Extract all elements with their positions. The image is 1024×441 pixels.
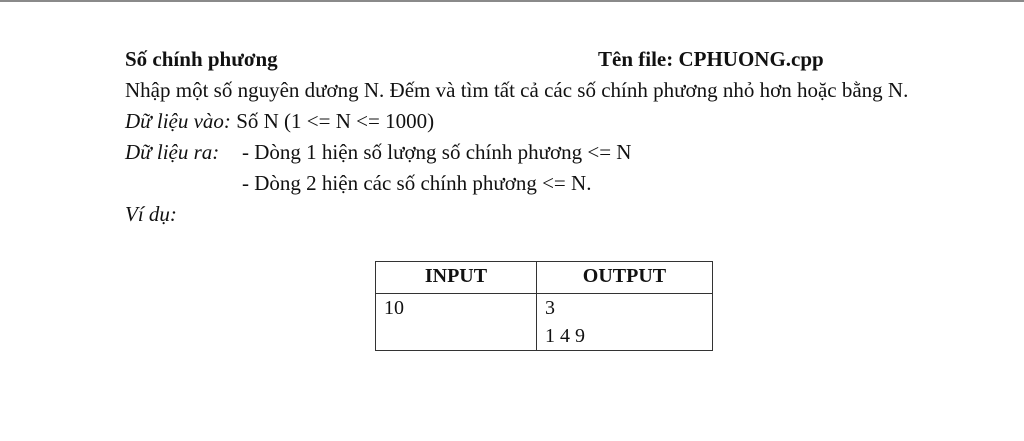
- header-output: OUTPUT: [536, 262, 712, 294]
- output-spec-continued: [125, 168, 985, 199]
- cell-input-value: 10: [376, 294, 537, 351]
- output-line-2: - Dòng 2 hiện các số chính phương <= N.: [242, 171, 592, 195]
- output-value-line-2: 1 4 9: [544, 325, 585, 347]
- input-description: Số N (1 <= N <= 1000): [236, 109, 435, 133]
- header-input: INPUT: [376, 262, 537, 294]
- example-heading: [125, 199, 985, 230]
- problem-statement: Nhập một số nguyên dương N. Đếm và tìm tất cả các số chính phương nhỏ hơn hoặc bằng N.: [125, 78, 909, 102]
- example-table: [375, 261, 713, 351]
- input-label: Dữ liệu vào:: [125, 109, 231, 133]
- input-spec: [125, 106, 985, 137]
- problem-heading: [125, 44, 985, 75]
- top-border: [0, 0, 1024, 2]
- cell-output-value: [536, 294, 712, 351]
- problem-document: [125, 44, 985, 230]
- output-value-line-1: 3: [544, 297, 555, 319]
- table-header-row: [376, 262, 713, 294]
- output-line-1: - Dòng 1 hiện số lượng số chính phương <= N: [242, 140, 632, 164]
- output-spec: [125, 137, 985, 168]
- problem-title: Số chính phương: [125, 47, 278, 71]
- output-label: Dữ liệu ra:: [125, 140, 220, 164]
- table-row: [376, 294, 713, 351]
- problem-filename: Tên file: CPHUONG.cpp: [598, 47, 824, 71]
- example-label: Ví dụ:: [125, 202, 177, 226]
